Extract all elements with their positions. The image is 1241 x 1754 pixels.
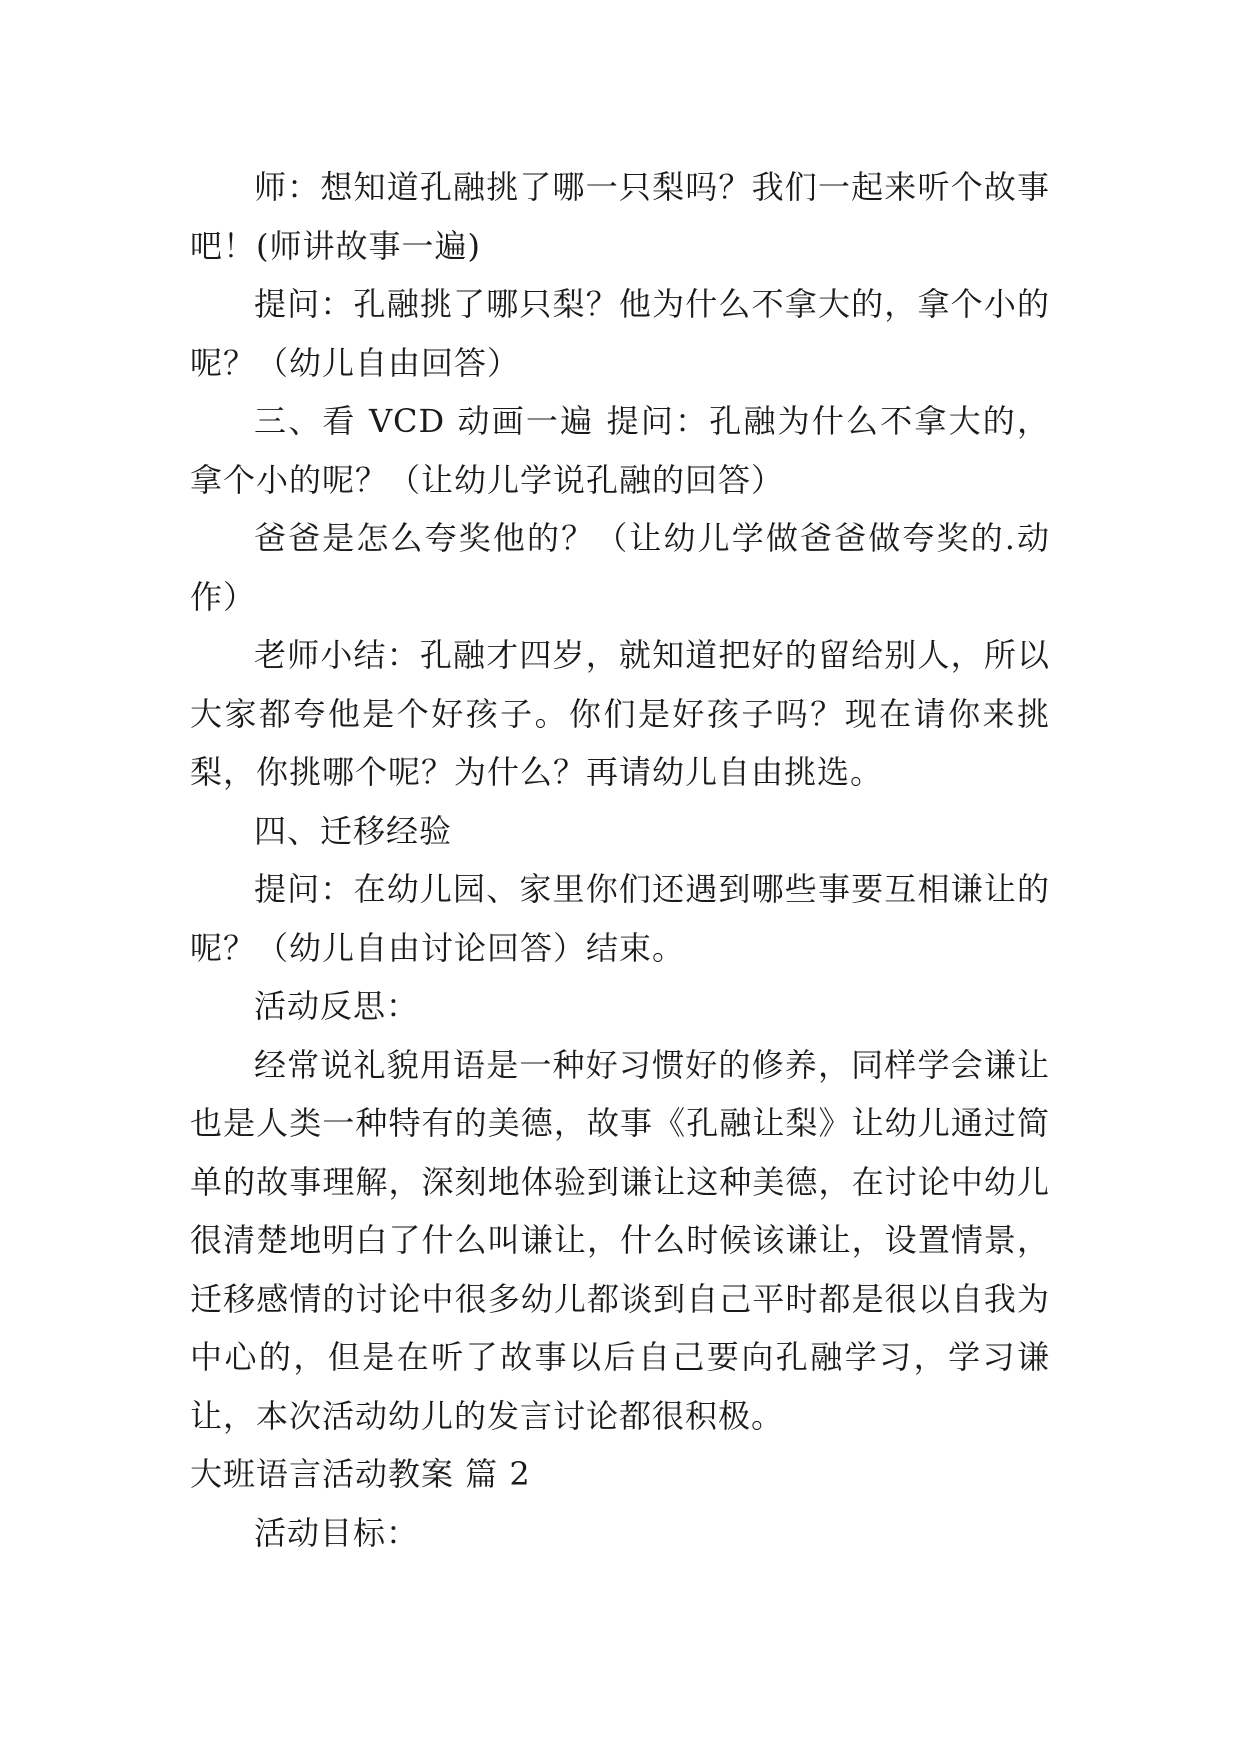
document-body bbox=[190, 158, 1050, 1562]
paragraph-activity-goals: 活动目标： bbox=[254, 1513, 420, 1552]
paragraph-question-humility: 提问：在幼儿园、家里你们还遇到哪些事要互相谦让的呢？（幼儿自由讨论回答）结束。 bbox=[190, 870, 1050, 967]
paragraph-reflection-body: 经常说礼貌用语是一种好习惯好的修养，同样学会谦让也是人类一种特有的美德，故事《孔融让梨》让幼儿通过简单的故事理解，深刻地体验到谦让这种美德，在讨论中幼儿很清楚地明白了什么叫谦让，什么时候该谦让，设置情景，迁移感情的讨论中很多幼儿都谈到自己平时都是很以自我为中心的，但是在听了故事以后自己要向孔融学习，学习谦让，本次活动幼儿的发言讨论都很积极。 bbox=[190, 1045, 1050, 1435]
section-heading: 大班语言活动教案 篇 2 bbox=[190, 1455, 531, 1493]
paragraph-watch-vcd: 三、看 VCD 动画一遍 提问：孔融为什么不拿大的，拿个小的呢？（让幼儿学说孔融的回答） bbox=[190, 402, 1050, 499]
paragraph-question-which-pear: 提问：孔融挑了哪只梨？他为什么不拿大的，拿个小的呢？（幼儿自由回答） bbox=[190, 285, 1050, 382]
paragraph-transfer-experience: 四、迁移经验 bbox=[254, 811, 453, 850]
paragraph-reflection-label: 活动反思： bbox=[254, 987, 420, 1025]
paragraph-father-praise: 爸爸是怎么夸奖他的？（让幼儿学做爸爸做夸奖的.动作） bbox=[190, 519, 1050, 616]
paragraph-teacher-story: 师：想知道孔融挑了哪一只梨吗？我们一起来听个故事吧！(师讲故事一遍) bbox=[190, 168, 1050, 265]
paragraph-teacher-summary: 老师小结：孔融才四岁，就知道把好的留给别人，所以大家都夸他是个好孩子。你们是好孩子吗？现在请你来挑梨，你挑哪个呢？为什么？再请幼儿自由挑选。 bbox=[190, 636, 1050, 791]
